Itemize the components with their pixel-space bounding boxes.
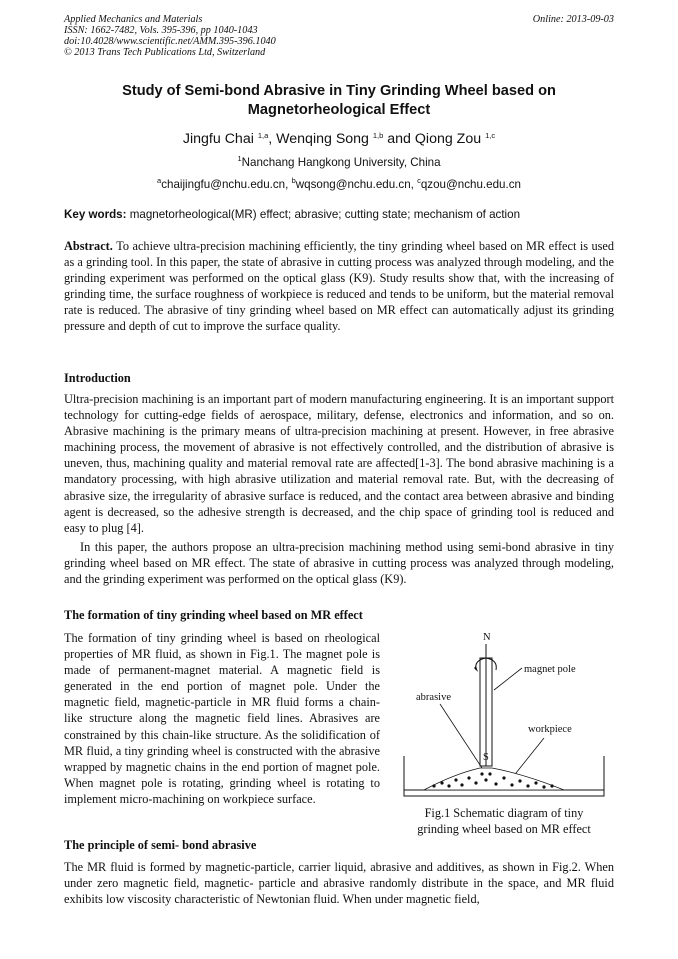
issn-line: ISSN: 1662-7482, Vols. 395-396, pp 1040-1043 — [64, 25, 258, 36]
particle — [467, 776, 470, 779]
formation-paragraph: The formation of tiny grinding wheel is based on rheological properties of MR fluid, as shown in Fig.1. The magnet pole is made of permanent-magnet material. A magnetic field is generated in the end portion of magnet pole. Under the magnetic field, magnetic-particle in MR fluid forms a chain-like structure along the magnetic field lines. Abrasives are constrained by this chain-like structure. As the solidification of MR fluid, a tiny grinding wheel is constructed with the abrasive wrapped by magnetic chains in the end portion of magnet pole. When magnet pole is rotating, grinding wheel is rotating to implement micro-machining on workpiece surface. — [64, 631, 380, 806]
south-pole-label: S — [483, 752, 489, 763]
workpiece-base — [404, 790, 604, 796]
email-c: qzou@nchu.edu.cn — [420, 178, 521, 191]
author-3: and Qiong Zou — [383, 131, 486, 147]
journal-name: Applied Mechanics and Materials — [64, 14, 203, 25]
introduction-heading: Introduction — [64, 371, 131, 385]
author-1-affil: 1,a — [257, 131, 269, 140]
journal-header — [64, 14, 276, 58]
particle — [447, 784, 450, 787]
abrasive-label: abrasive — [416, 692, 451, 703]
workpiece-label: workpiece — [528, 724, 572, 735]
caption-line-2: grinding wheel based on MR effect — [417, 821, 591, 836]
particle — [542, 785, 545, 788]
keywords-text: magnetorheological(MR) effect; abrasive; cutting state; mechanism of action — [129, 208, 521, 221]
particle — [534, 781, 537, 784]
particle — [526, 784, 529, 787]
particle — [480, 772, 483, 775]
copyright-line: © 2013 Trans Tech Publications Ltd, Switzerland — [64, 47, 266, 58]
abstract-label: Abstract. — [64, 239, 117, 253]
particle — [440, 781, 443, 784]
paper-title — [64, 82, 614, 120]
caption-line-1: Fig.1 Schematic diagram of tiny — [424, 806, 584, 820]
particle — [460, 783, 463, 786]
introduction-paragraph-1: Ultra-precision machining is an important part of modern manufacturing engineering. It is an important support technology for cutting-edge fields of aerospace, military, defense, electronics and information, and so on. Abrasive machining is the primary means of ultra-precision machining at present. However, in free abrasive machining process, the movement of abrasive is not effectively controlled, and the distribution of abrasive is uneven, thus, machining quality and material removal rate are affected[1-3]. The bond abrasive machining is a mandatory processing, with high abrasive utilization and material removal rate. But, with the decreasing of abrasive size, the irregularity of abrasive surface is reduced, and the contact area between abrasive and binding agent is decreased, so the adhesive strength is decreased, and the chip space of grinding tool is reduced and easy to plug [4]. — [64, 392, 614, 535]
email-a: chaijingfu@nchu.edu.cn, — [161, 178, 292, 191]
particle — [488, 772, 491, 775]
email-a-marker: a — [157, 176, 162, 185]
particle — [474, 781, 477, 784]
particle — [454, 778, 457, 781]
particle — [432, 784, 435, 787]
author-3-affil: 1,c — [485, 131, 496, 140]
author-2-affil: 1,b — [372, 131, 384, 140]
abstract-text: To achieve ultra-precision machining efficiently, the tiny grinding wheel based on MR effect is used as a grinding tool. In this paper, the state of abrasive in cutting process was analyzed through modeling, and the grinding experiment was performed on the optical glass (K9). Study results show that, with the increasing of grinding time, the surface roughness of workpiece is reduced and tends to be uniform, but the material removal rate is reduced. The abrasive of tiny grinding wheel based on MR effect can automatically adjust its grinding pressure and depth of cut to improve the surface quality. — [64, 239, 614, 334]
particle — [484, 778, 487, 781]
abrasive-leader — [440, 704, 482, 768]
email-list — [64, 178, 614, 192]
email-b: wqsong@nchu.edu.cn, — [295, 178, 418, 191]
title-line-2: Magnetorheological Effect — [247, 102, 431, 118]
doi-line: doi:10.4028/www.scientific.net/AMM.395-396.1040 — [64, 36, 276, 47]
particle — [550, 784, 553, 787]
workpiece-leader — [512, 738, 544, 778]
particle — [510, 783, 513, 786]
author-2: , Wenqing Song — [268, 131, 373, 147]
keywords — [64, 208, 614, 222]
keywords-label: Key words: — [64, 208, 130, 221]
arrowhead-icon — [474, 666, 478, 672]
author-1: Jingfu Chai — [182, 131, 258, 147]
author-list — [64, 130, 614, 148]
magnet-pole-label: magnet pole — [524, 664, 576, 675]
abstract-paragraph — [64, 238, 614, 335]
email-b-marker: b — [291, 176, 296, 185]
north-pole-label: N — [483, 632, 491, 643]
email-c-marker: c — [417, 176, 421, 185]
particle — [494, 782, 497, 785]
particle — [502, 776, 505, 779]
principle-paragraph: The MR fluid is formed by magnetic-particle, carrier liquid, abrasive and additives, as shown in Fig.2. When under zero magnetic field, magnetic- particle and abrasive randomly distribute in the space, and MR fluid exhibits low viscosity characteristic of Newtonian fluid. When under magnetic field, — [64, 860, 614, 907]
affiliation-text: Nanchang Hangkong University, China — [241, 156, 441, 169]
principle-heading: The principle of semi- bond abrasive — [64, 838, 257, 852]
introduction-paragraph-2: In this paper, the authors propose an ultra-precision machining method using semi-bond abrasive in tiny grinding wheel based on MR effect. The state of abrasive in cutting process was analyzed through modeling, and the grinding experiment was performed on the optical glass (K9). — [64, 540, 614, 587]
affiliation — [64, 156, 614, 170]
figure-1-caption — [394, 806, 614, 837]
particle — [518, 779, 521, 782]
affiliation-marker: 1 — [237, 154, 242, 163]
formation-heading: The formation of tiny grinding wheel based on MR effect — [64, 608, 363, 622]
magnet-pole-leader — [494, 668, 522, 690]
online-date: Online: 2013-09-03 — [532, 14, 614, 25]
title-line-1: Study of Semi-bond Abrasive in Tiny Grinding Wheel based on — [122, 83, 556, 99]
